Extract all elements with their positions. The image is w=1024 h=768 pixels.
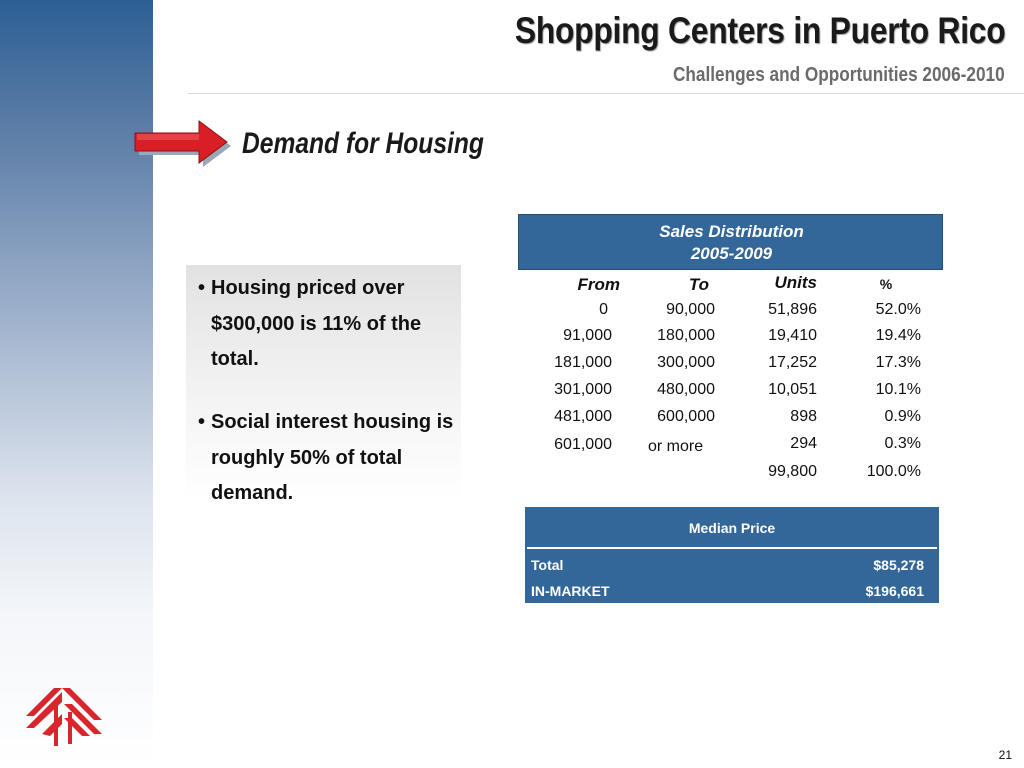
column-header-to: To <box>688 275 709 294</box>
table-cell-percent: 52.0% <box>875 301 921 318</box>
slide-subtitle: Challenges and Opportunities 2006-2010 <box>673 64 1005 86</box>
table-cell-units: 294 <box>790 435 817 452</box>
table-cell-percent: 10.1% <box>875 381 921 398</box>
table-cell-to: 600,000 <box>657 408 715 425</box>
table-cell-from: 301,000 <box>554 381 612 398</box>
table-cell-percent: 0.3% <box>884 435 921 452</box>
page-number: 21 <box>998 748 1012 762</box>
median-row-value: $196,661 <box>865 583 924 599</box>
company-logo-icon <box>24 676 104 748</box>
table-cell-percent: 0.9% <box>884 408 921 425</box>
table-cell-percent: 17.3% <box>875 354 921 371</box>
red-arrow-icon <box>133 120 243 168</box>
table-cell-to: 180,000 <box>657 327 715 344</box>
bullet-box <box>186 265 461 504</box>
table-cell-percent: 19.4% <box>875 327 921 344</box>
table-cell-from: 0 <box>599 301 608 318</box>
median-row-label: IN-MARKET <box>531 583 610 599</box>
median-price-table <box>525 507 939 603</box>
table-cell-units: 898 <box>790 408 817 425</box>
table-total-units: 99,800 <box>768 463 817 480</box>
table-total-percent: 100.0% <box>866 463 921 480</box>
table-cell-to: 480,000 <box>657 381 715 398</box>
table-cell-to: 90,000 <box>666 301 715 318</box>
table-cell-from: 601,000 <box>554 436 612 453</box>
sales-table-period: 2005-2009 <box>690 244 773 263</box>
bullet-text: Social interest housing is roughly 50% of total demand. <box>211 411 454 504</box>
median-row-label: Total <box>531 557 564 573</box>
table-cell-to: 300,000 <box>657 354 715 371</box>
table-cell-units: 10,051 <box>768 381 817 398</box>
median-row-value: $85,278 <box>873 557 924 573</box>
sales-table-header <box>518 214 943 270</box>
bullet-dot-icon: • <box>198 277 206 299</box>
table-cell-from: 91,000 <box>563 327 612 344</box>
bullet-dot-icon: • <box>198 411 206 433</box>
column-header-percent: % <box>879 276 893 292</box>
table-cell-to: or more <box>648 438 704 455</box>
table-cell-from: 481,000 <box>554 408 612 425</box>
column-header-units: Units <box>774 273 817 292</box>
table-cell-units: 51,896 <box>768 301 817 318</box>
sales-table-title: Sales Distribution <box>659 222 804 241</box>
median-divider <box>527 547 937 549</box>
column-header-from: From <box>577 275 620 294</box>
section-heading: Demand for Housing <box>242 127 484 160</box>
header-divider <box>188 93 1024 94</box>
table-cell-units: 19,410 <box>768 327 817 344</box>
sidebar-gradient <box>0 0 153 768</box>
table-cell-units: 17,252 <box>768 354 817 371</box>
table-cell-from: 181,000 <box>554 354 612 371</box>
median-price-title: Median Price <box>688 520 776 536</box>
slide-title: Shopping Centers in Puerto Rico <box>514 10 1005 51</box>
bullet-text: Housing priced over $300,000 is 11% of the total. <box>211 277 422 370</box>
bullet-item <box>198 271 458 378</box>
bullet-item <box>198 405 458 512</box>
